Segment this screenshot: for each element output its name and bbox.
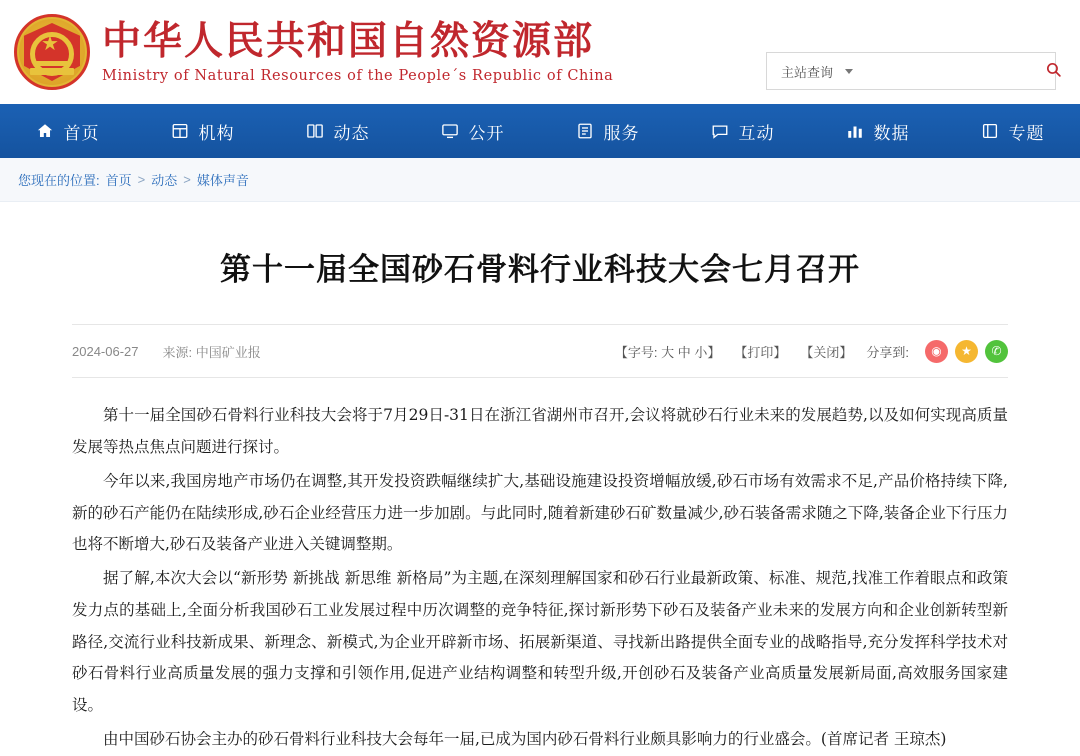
article-source-label: 来源: [162, 344, 193, 360]
weibo-icon[interactable]: ◉ [925, 340, 948, 363]
note-icon [576, 122, 595, 141]
page-title: 第十一届全国砂石骨料行业科技大会七月召开 [220, 252, 860, 288]
nav-item-data[interactable] [810, 104, 945, 158]
nav-label: 首页 [63, 123, 100, 143]
wechat-icon[interactable]: ✆ [985, 340, 1008, 363]
favorite-icon[interactable]: ★ [955, 340, 978, 363]
print-button[interactable]: 【打印】 [734, 344, 787, 360]
site-title-cn: 中华人民共和国自然资源部 [102, 17, 595, 64]
nav-item-service[interactable] [540, 104, 675, 158]
article-paragraph: 由中国砂石协会主办的砂石骨料行业科技大会每年一届,已成为国内砂石骨料行业颇具影响力的行业盛会。(首席记者 王琼杰) [103, 729, 947, 748]
search-scope-select[interactable] [781, 62, 853, 81]
article-meta [72, 324, 1008, 378]
breadcrumb-item-home[interactable]: 首页 [105, 173, 132, 188]
main-nav[interactable] [0, 104, 1080, 158]
building-icon [171, 122, 190, 141]
share-icons[interactable] [925, 340, 1008, 363]
book-icon [306, 122, 325, 141]
site-titles [102, 17, 614, 85]
article [0, 202, 1080, 756]
nav-label: 数据 [873, 123, 910, 143]
search-icon[interactable] [1041, 61, 1066, 81]
article-meta-right [615, 340, 1008, 363]
bar-chart-icon [846, 122, 865, 141]
nav-item-topics[interactable] [945, 104, 1080, 158]
nav-label: 公开 [468, 123, 505, 143]
breadcrumb-separator: > [137, 172, 146, 187]
font-size-controls[interactable]: 【字号: 大 中 小】 [614, 344, 721, 360]
breadcrumb-prefix: 您现在的位置: [18, 173, 100, 188]
nav-label: 机构 [198, 123, 235, 143]
nav-item-disclosure[interactable] [405, 104, 540, 158]
nav-item-home[interactable] [0, 104, 135, 158]
site-header [0, 0, 1080, 104]
breadcrumb-item-media[interactable]: 媒体声音 [196, 173, 249, 188]
chat-icon [711, 122, 730, 141]
article-body [72, 378, 1008, 755]
nav-label: 专题 [1008, 123, 1045, 143]
breadcrumb [0, 158, 1080, 202]
chevron-down-icon [845, 69, 853, 74]
article-source [163, 342, 261, 361]
nav-item-organization[interactable] [135, 104, 270, 158]
nav-item-news[interactable] [270, 104, 405, 158]
site-title-en: Ministry of Natural Resources of the People´s Republic of China [102, 68, 614, 85]
nav-label: 动态 [333, 123, 370, 143]
article-date: 2024-06-27 [72, 343, 139, 359]
search-input[interactable] [853, 63, 1041, 80]
nav-label: 服务 [603, 123, 640, 143]
monitor-icon [441, 122, 460, 141]
article-paragraph: 据了解,本次大会以“新形势 新挑战 新思维 新格局”为主题,在深刻理解国家和砂石行业最新政策、标准、规范,找准工作着眼点和政策发力点的基础上,全面分析我国砂石工业发展过程中历次调整的竞争特征,探讨新形势下砂石及装备产业未来的发展方向和企业创新转型新路径,交流行业科技新成果、新理念、新模式,为企业开辟新市场、拓展新渠道、寻找新出路提供全面专业的战略指导,充分发挥科学技术对砂石骨料行业高质量发展的强力支撑和引领作用,促进产业结构调整和转型升级,开创砂石及装备产业高质量发展新局面,高效服务国家建设。 [72, 569, 1008, 715]
breadcrumb-separator: > [183, 172, 191, 187]
article-meta-left [72, 342, 261, 361]
national-emblem-icon [14, 14, 90, 90]
nav-label: 互动 [738, 123, 775, 143]
share-label: 分享到: [866, 344, 909, 360]
nav-item-interaction[interactable] [675, 104, 810, 158]
breadcrumb-item-news[interactable]: 动态 [151, 173, 178, 188]
search-box[interactable] [766, 52, 1056, 90]
article-paragraph: 第十一届全国砂石骨料行业科技大会将于7月29日-31日在浙江省湖州市召开,会议将就砂石行业未来的发展趋势,以及如何实现高质量发展等热点焦点问题进行探讨。 [72, 406, 1008, 457]
panel-icon [981, 122, 1000, 141]
article-paragraph: 今年以来,我国房地产市场仍在调整,其开发投资跌幅继续扩大,基础设施建设投资增幅放缓,砂石市场有效需求不足,产品价格持续下降,新的砂石产能仍在陆续形成,砂石企业经营压力进一步加剧。与此同时,随着新建砂石矿数量减少,砂石装备需求随之下降,装备企业下行压力也将不断增大,砂石及装备产业进入关键调整期。 [72, 471, 1008, 554]
article-source-value: 中国矿业报 [195, 344, 261, 360]
home-icon [36, 122, 55, 141]
close-button[interactable]: 【关闭】 [800, 344, 853, 360]
search-scope-label: 主站查询 [781, 64, 834, 80]
